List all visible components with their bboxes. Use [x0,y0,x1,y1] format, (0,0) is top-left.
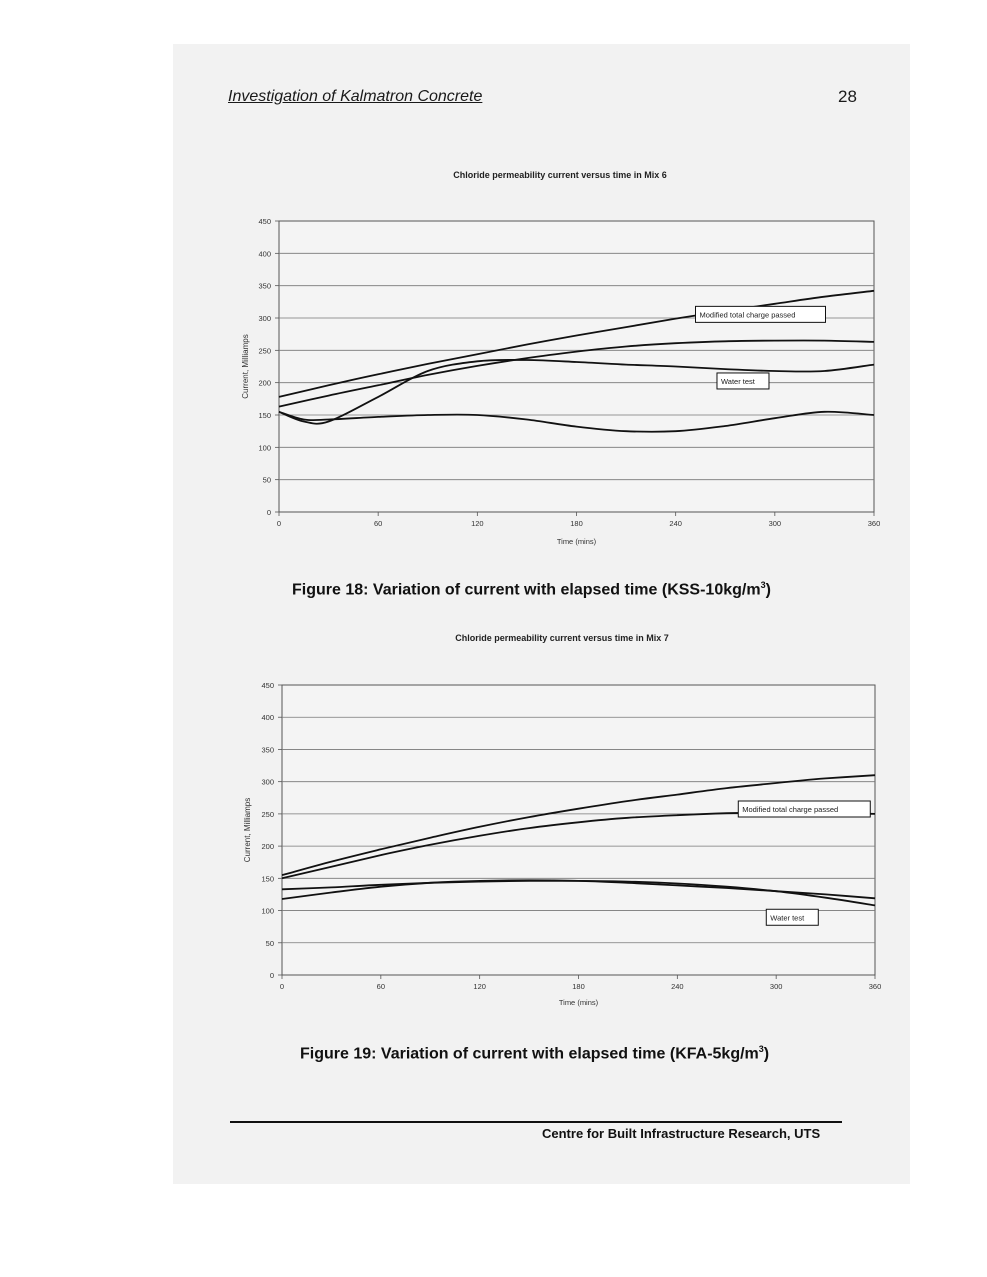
figure-18-caption [292,580,771,599]
chart-2 [243,633,881,1007]
y-tick-label: 0 [269,971,274,980]
y-tick-label: 150 [261,874,274,884]
figure-19-caption [300,1044,769,1063]
y-tick-label: 350 [258,281,271,291]
footer-rule [230,1121,842,1123]
y-tick-label: 100 [261,906,274,916]
annotation-label: Modified total charge passed [699,310,796,320]
page-number: 28 [838,87,857,106]
y-tick-label: 400 [261,713,274,723]
x-axis-label: Time (mins) [558,998,599,1007]
annotation-label: Water test [770,913,805,923]
y-tick-label: 0 [266,508,271,517]
document-header-title: Investigation of Kalmatron Concrete [228,88,483,105]
y-tick-label: 300 [258,314,271,323]
x-tick-label: 240 [671,982,684,991]
plot-area [279,221,874,512]
chart-title: Chloride permeability current versus time in Mix 6 [453,170,667,180]
y-tick-label: 400 [258,249,271,259]
plot-area [282,685,875,975]
x-tick-label: 300 [769,982,783,991]
footer-text: Centre for Built Infrastructure Research, UTS [542,1126,821,1141]
x-tick-label: 300 [768,519,782,528]
figure-18-caption-superscript: 3 [760,580,766,590]
y-tick-label: 50 [265,938,274,948]
x-tick-label: 180 [570,519,583,528]
annotation-label: Water test [720,376,755,386]
x-tick-label: 180 [572,982,585,991]
x-tick-label: 60 [373,519,383,528]
x-tick-label: 0 [279,982,285,991]
y-tick-label: 200 [261,842,274,852]
x-tick-label: 120 [473,982,486,991]
y-tick-label: 350 [261,745,274,755]
y-axis-label: Current, Milliamps [241,334,250,399]
figure-19-caption-text: Figure 19: Variation of current with elapsed time (KFA-5kg/m [300,1045,759,1063]
figure-18-caption-text: Figure 18: Variation of current with elapsed time (KSS-10kg/m [292,581,761,599]
y-tick-label: 150 [258,411,271,420]
figure-18-caption-close: ) [765,581,771,599]
y-tick-label: 450 [258,217,271,226]
x-tick-label: 240 [669,519,682,528]
y-tick-label: 50 [262,475,271,485]
x-tick-label: 60 [376,982,386,991]
y-axis-label: Current, Milliamps [243,797,252,863]
x-tick-label: 120 [471,519,484,528]
x-tick-label: 0 [276,519,282,528]
y-tick-label: 200 [258,378,271,388]
x-tick-label: 360 [868,982,882,991]
y-tick-label: 450 [261,681,274,690]
chart-title: Chloride permeability current versus time in Mix 7 [455,633,669,643]
y-tick-label: 250 [258,346,271,356]
annotation-label: Modified total charge passed [742,805,839,814]
x-axis-label: Time (mins) [556,537,597,546]
y-tick-label: 300 [261,777,274,787]
figure-19-caption-close: ) [763,1045,770,1063]
y-tick-label: 100 [258,443,271,453]
chart-1 [241,170,880,546]
figure-19-caption-superscript: 3 [758,1044,764,1054]
y-tick-label: 250 [261,809,274,819]
x-tick-label: 360 [867,519,881,528]
